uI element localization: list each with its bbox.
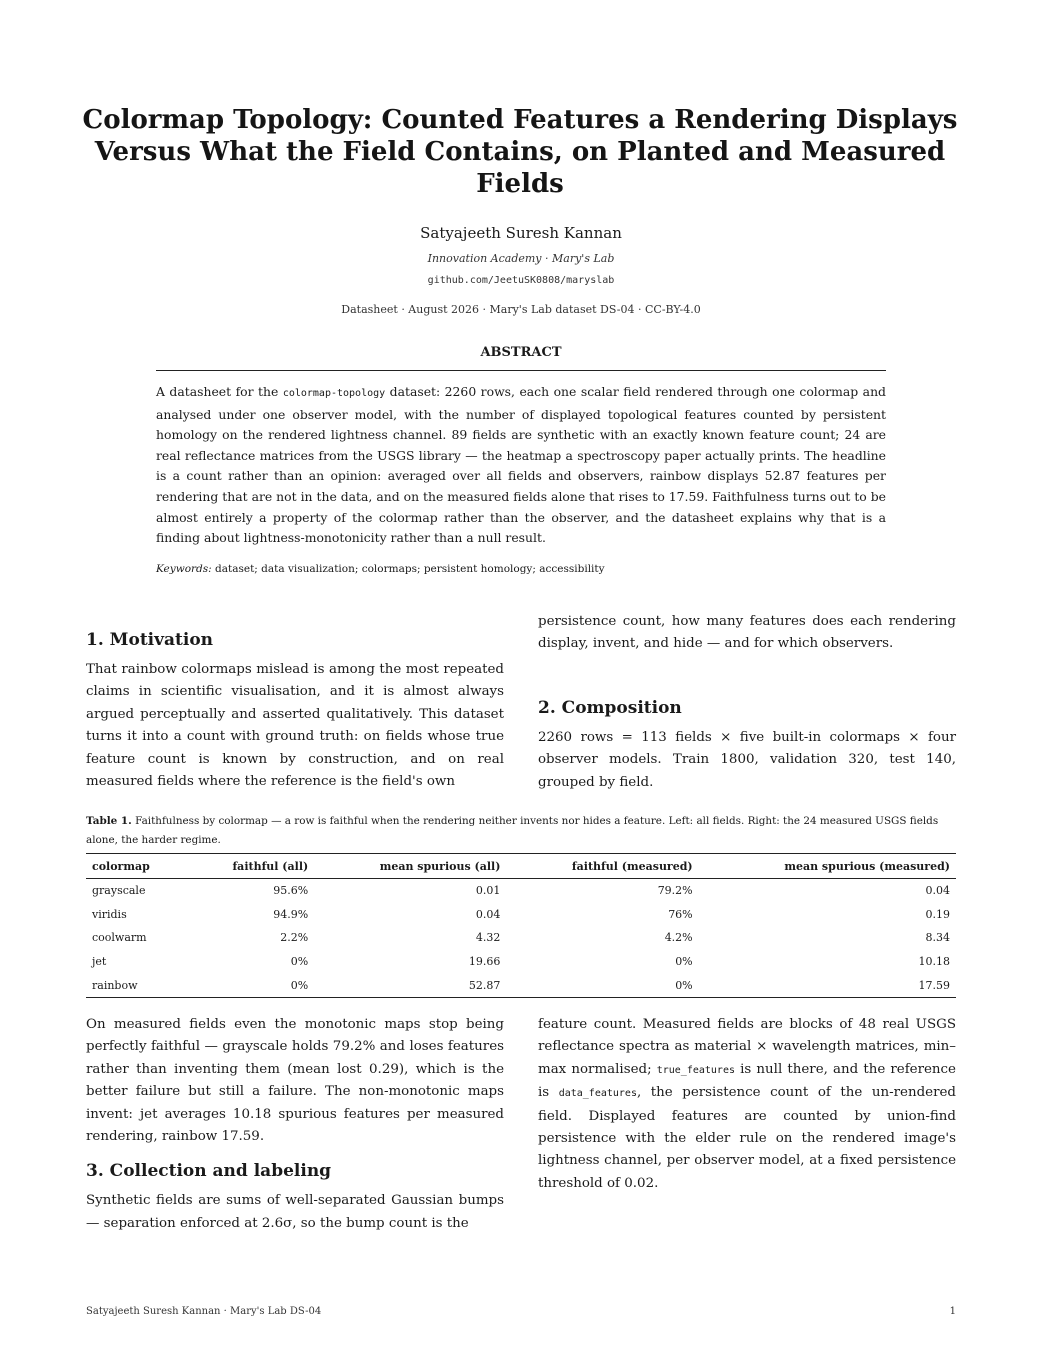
- column-left-bottom: [86, 1014, 504, 1235]
- header-faithful-all: faithful (all): [187, 854, 314, 879]
- table-row: [86, 903, 956, 927]
- cell-spurious-all: 4.32: [475, 931, 501, 945]
- abstract-post: dataset: 2260 rows, each one scalar field rendered through one colormap and analysed under one observer model, with the number of displayed topological features counted by persistent homology on the rendered lightness channel. 89 fields are synthetic with an exactly known feature count; 24 are real reflectance matrices from the USGS library — the heatmap a spectroscopy paper actually prints. The headline is a count rather than an opinion: averaged over all fields and observers, rainbow displays 52.87 features per rendering that are not in the data, and on the measured fields alone that rises to 17.59. Faithfulness turns out to be almost entirely a property of the colormap rather than the observer, and the datasheet explains why that is a finding about lightness-monotonicity rather than a null result.: [156, 384, 886, 546]
- cell-colormap: viridis: [92, 907, 127, 921]
- paper-title: Colormap Topology: Counted Features a Rendering Displays Versus What the Field Contains, on Planted and Measured Fields: [82, 105, 958, 199]
- table-caption: [86, 812, 956, 850]
- abstract-rule: [156, 370, 886, 371]
- cell-faithful-measured: 4.2%: [664, 931, 693, 945]
- column-right-top: [538, 697, 956, 794]
- section-3-text-c: , the persistence count of the un-rendered field. Displayed features are counted by union-find persistence with the elder rule on the rendered image's lightness channel, per observer model, at a fixed persistence threshold of 0.02.: [538, 1085, 956, 1191]
- cell-spurious-measured: 17.59: [699, 973, 956, 997]
- table-row: [86, 950, 956, 974]
- cell-colormap: jet: [92, 955, 107, 969]
- cell-spurious-measured: 10.18: [918, 955, 950, 969]
- column-left-top: [86, 629, 504, 793]
- faithfulness-table: [86, 853, 956, 998]
- repository-link[interactable]: github.com/JeetuSK0808/maryslab: [427, 275, 615, 286]
- section-1-heading: 1. Motivation: [86, 630, 214, 650]
- footer-running-head: Satyajeeth Suresh Kannan · Mary's Lab DS-04: [86, 1306, 322, 1317]
- header-faithful-measured: faithful (measured): [506, 854, 698, 879]
- section-3-continued: [538, 1014, 956, 1195]
- cell-spurious-all: 52.87: [314, 973, 506, 997]
- author-name: Satyajeeth Suresh Kannan: [420, 224, 622, 242]
- section-2-continued: On measured fields even the monotonic maps stop being perfectly faithful — grayscale holds 79.2% and loses features rather than inventing them (mean lost 0.29), which is the better failure but still a failure. The non-monotonic maps invent: jet averages 10.18 spurious features per measured rendering, rainbow 17.59.: [86, 1017, 504, 1145]
- page-number: 1: [949, 1306, 956, 1317]
- section-3-text-a: Synthetic fields are sums of well-separated Gaussian bumps — separation enforced at 2.6σ, so the bump count is the: [86, 1193, 504, 1231]
- table-row: [86, 926, 956, 950]
- cell-faithful-measured: 79.2%: [657, 884, 693, 898]
- table-row: [86, 879, 956, 903]
- cell-spurious-measured: 0.04: [925, 884, 950, 898]
- cell-spurious-all: 0.04: [475, 907, 501, 921]
- section-3-text-b: is null there, and the reference is: [538, 1061, 956, 1101]
- cell-faithful-all: 0%: [290, 955, 309, 969]
- datasheet-meta: Datasheet · August 2026 · Mary's Lab dataset DS-04 · CC-BY-4.0: [341, 303, 701, 316]
- section-3-heading: 3. Collection and labeling: [86, 1161, 332, 1182]
- table-header-row: [86, 854, 956, 879]
- keywords: [156, 563, 886, 575]
- abstract-text: [156, 382, 886, 549]
- cell-faithful-measured: 0%: [506, 973, 698, 997]
- section-1-continued: persistence count, how many features does each rendering display, invent, and hide — and for which observers.: [538, 614, 956, 652]
- column-right-bottom: [538, 1014, 956, 1195]
- section-2-heading: 2. Composition: [538, 698, 682, 718]
- section-3-code-true-features: true_features: [656, 1064, 735, 1076]
- abstract-pre: A datasheet for the: [156, 384, 283, 399]
- cell-faithful-measured: 76%: [668, 907, 693, 921]
- cell-spurious-measured: 8.34: [925, 931, 950, 945]
- header-spurious-measured: mean spurious (measured): [699, 854, 956, 879]
- table-row: [86, 973, 956, 997]
- cell-faithful-all: 95.6%: [273, 884, 309, 898]
- header-spurious-all: mean spurious (all): [314, 854, 506, 879]
- cell-spurious-measured: 0.19: [925, 907, 950, 921]
- section-2-text: 2260 rows = 113 fields × five built-in colormaps × four observer models. Train 1800, validation 320, test 140, grouped by field.: [538, 730, 956, 790]
- header-colormap: colormap: [86, 854, 187, 879]
- cell-colormap: rainbow: [86, 973, 187, 997]
- keywords-label: Keywords:: [156, 563, 212, 575]
- abstract-code: colormap-topology: [282, 388, 386, 399]
- table-caption-label: Table 1.: [86, 815, 132, 827]
- table-caption-text: Faithfulness by colormap — a row is faithful when the rendering neither invents nor hides a feature. Left: all fields. Right: the 24 measured USGS fields alone, the harder regime.: [86, 815, 939, 846]
- affiliation: Innovation Academy · Mary's Lab: [427, 252, 615, 265]
- cell-faithful-all: 94.9%: [273, 907, 309, 921]
- section-1-text: That rainbow colormaps mislead is among the most repeated claims in scientific visualisation, and it is almost always argued perceptually and asserted qualitatively. This dataset turns it into a count with ground truth: on fields whose true feature count is known by construction, and on real measured fields where the reference is the field's own: [86, 662, 504, 790]
- cell-colormap: grayscale: [92, 884, 146, 898]
- section-3-code-data-features: data_features: [558, 1088, 637, 1100]
- section-3-text: [86, 1190, 504, 1235]
- cell-faithful-all: 0%: [187, 973, 314, 997]
- cell-colormap: coolwarm: [92, 931, 147, 945]
- column-right-continuation: [538, 611, 956, 656]
- cell-spurious-all: 19.66: [468, 955, 501, 969]
- cell-faithful-measured: 0%: [675, 955, 693, 969]
- cell-faithful-all: 2.2%: [280, 931, 309, 945]
- section-3-text-a-continued: feature count. Measured fields are blocks of 48 real USGS reflectance spectra as material × wavelength matrices, min–max normalised;: [538, 1017, 956, 1077]
- cell-spurious-all: 0.01: [475, 884, 501, 898]
- abstract-heading: ABSTRACT: [480, 345, 562, 360]
- keywords-text: dataset; data visualization; colormaps; persistent homology; accessibility: [211, 563, 605, 575]
